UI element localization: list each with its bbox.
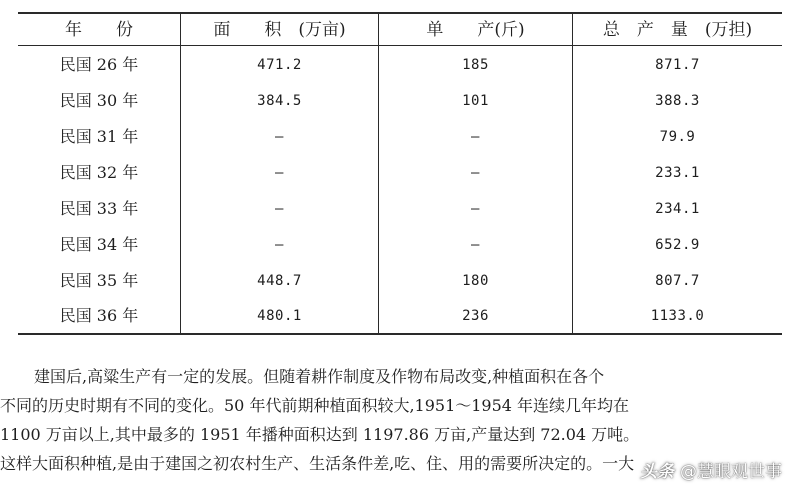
cell-yield: — [471,237,480,253]
paragraph-line: 1100 万亩以上,其中最多的 1951 年播种面积达到 1197.86 万亩,产量达到 72.04 万吨。 [0,425,640,444]
watermark-brand: 头条 [640,461,674,482]
cell-total: 388.3 [655,93,700,109]
cell-yield: — [471,165,480,181]
table-row [0,83,800,119]
cell-year: 民国 33 年 [59,199,139,218]
cell-year: 民国 32 年 [59,163,139,182]
table-row [0,263,800,299]
cell-area: — [275,201,284,217]
cell-yield: 101 [462,93,489,109]
cell-total: 652.9 [655,237,700,253]
cell-yield: 185 [462,57,489,73]
cell-total: 871.7 [655,57,700,73]
cell-area: 448.7 [257,273,302,289]
cell-year: 民国 30 年 [59,91,139,110]
header-area: 面 积 (万亩) [213,20,346,40]
watermark-account: @慧眼观世事 [680,461,782,482]
cell-total: 233.1 [655,165,700,181]
cell-yield: 180 [462,273,489,289]
table-row [0,155,800,191]
cell-total: 234.1 [655,201,700,217]
cell-area: 480.1 [257,308,302,324]
cell-area: 384.5 [257,93,302,109]
cell-area: — [275,129,284,145]
cell-year: 民国 35 年 [59,271,139,290]
header-year: 年 份 [65,20,133,40]
cell-total: 79.9 [659,129,696,145]
table-row [0,47,800,83]
cell-total: 807.7 [655,273,700,289]
header-total: 总 产 量 (万担) [602,20,753,40]
cell-total: 1133.0 [650,308,705,324]
table-row [0,119,800,155]
header-yield: 单 产(斤) [426,20,525,40]
cell-year: 民国 36 年 [59,306,139,325]
paragraph-line: 不同的历史时期有不同的变化。50 年代前期种植面积较大,1951～1954 年连续几年均在 [0,396,630,415]
cell-area: — [275,237,284,253]
cell-area: — [275,165,284,181]
watermark [632,452,790,486]
table-row [0,191,800,227]
cell-yield: 236 [462,308,489,324]
cell-yield: — [471,129,480,145]
cell-year: 民国 34 年 [59,235,139,254]
paragraph-line: 这样大面积种植,是由于建国之初农村生产、生活条件差,吃、住、用的需要所决定的。一大 [0,454,635,473]
cell-year: 民国 26 年 [59,55,139,74]
cell-area: 471.2 [257,57,302,73]
table-row [0,227,800,263]
cell-year: 民国 31 年 [59,127,139,146]
cell-yield: — [471,201,480,217]
paragraph-line: 建国后,高粱生产有一定的发展。但随着耕作制度及作物布局改变,种植面积在各个 [34,367,605,386]
table-row [0,298,800,334]
table-top-rule [18,12,782,14]
table-header-rule [18,45,782,46]
